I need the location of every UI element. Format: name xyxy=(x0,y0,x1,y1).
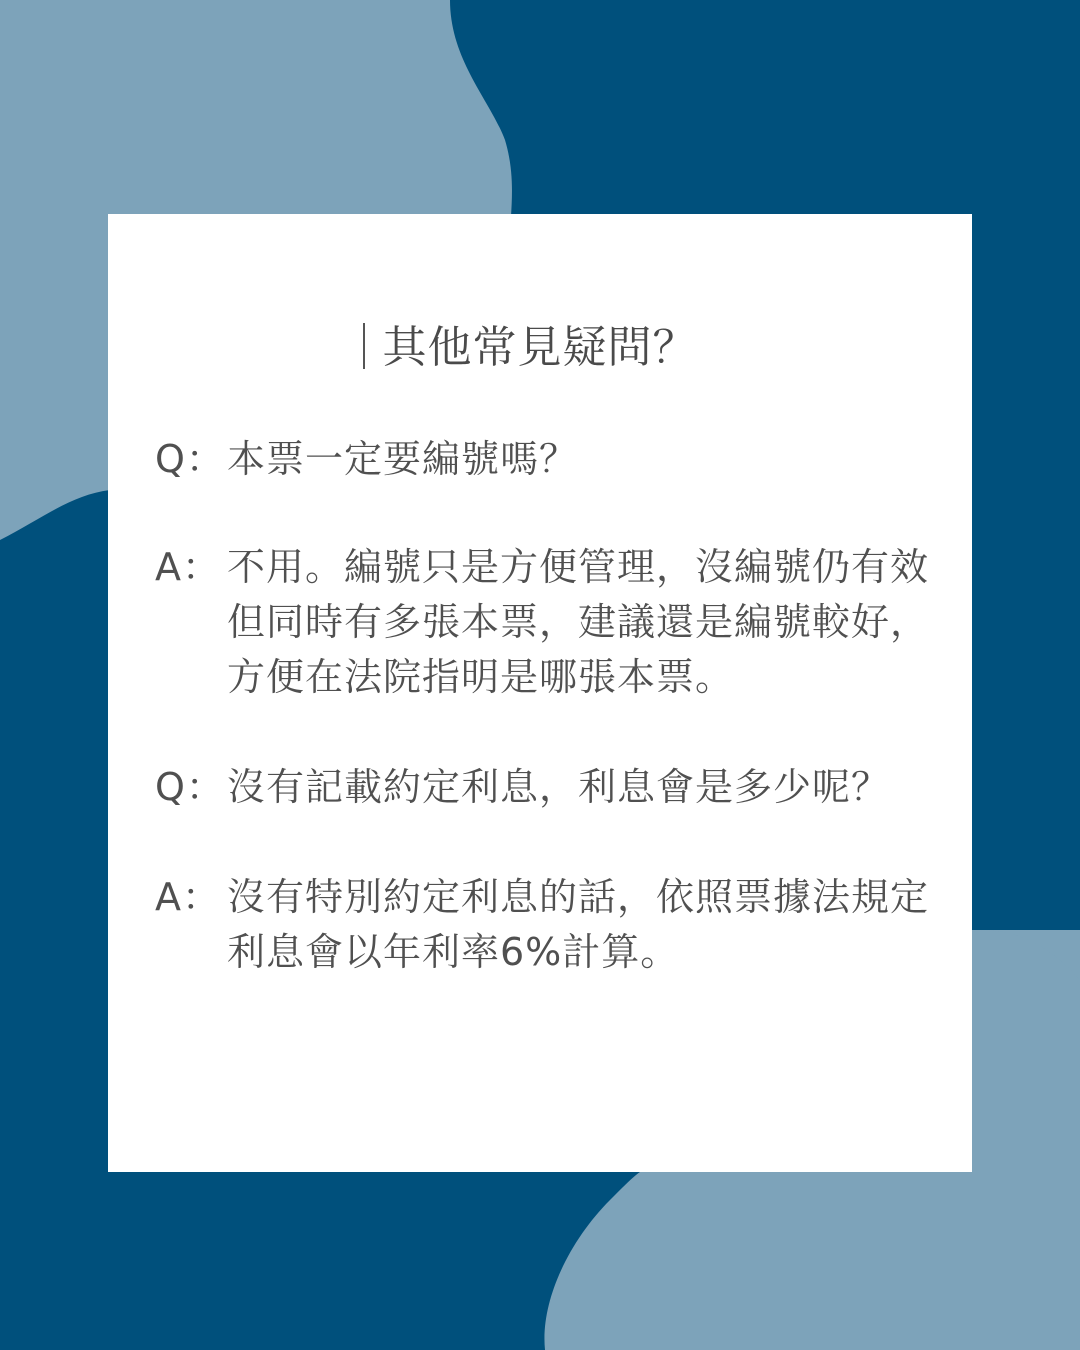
page-title-text: 其他常見疑問？ xyxy=(382,322,698,373)
answer-item xyxy=(155,870,955,980)
question-item xyxy=(155,432,955,487)
answer-prefix: A： xyxy=(155,875,221,919)
answer-line: 方便在法院指明是哪張本票。 xyxy=(227,655,735,699)
question-item xyxy=(155,760,955,815)
question-text: 沒有記載約定利息，利息會是多少呢？ xyxy=(227,765,891,809)
answer-line: 不用。編號只是方便管理，沒編號仍有效 xyxy=(227,545,930,589)
question-prefix: Q： xyxy=(155,437,225,481)
question-prefix: Q： xyxy=(155,765,225,809)
question-text: 本票一定要編號嗎？ xyxy=(227,437,579,481)
answer-line: 利息會以年利率6%計算。 xyxy=(227,930,680,974)
dark-band-bottom xyxy=(0,1170,640,1350)
page-title xyxy=(0,318,1080,378)
answer-prefix: A： xyxy=(155,545,221,589)
answer-line: 但同時有多張本票，建議還是編號較好， xyxy=(227,600,930,644)
answer-item xyxy=(155,540,955,705)
title-bar-divider xyxy=(363,323,365,369)
answer-line: 沒有特別約定利息的話，依照票據法規定 xyxy=(227,875,930,919)
